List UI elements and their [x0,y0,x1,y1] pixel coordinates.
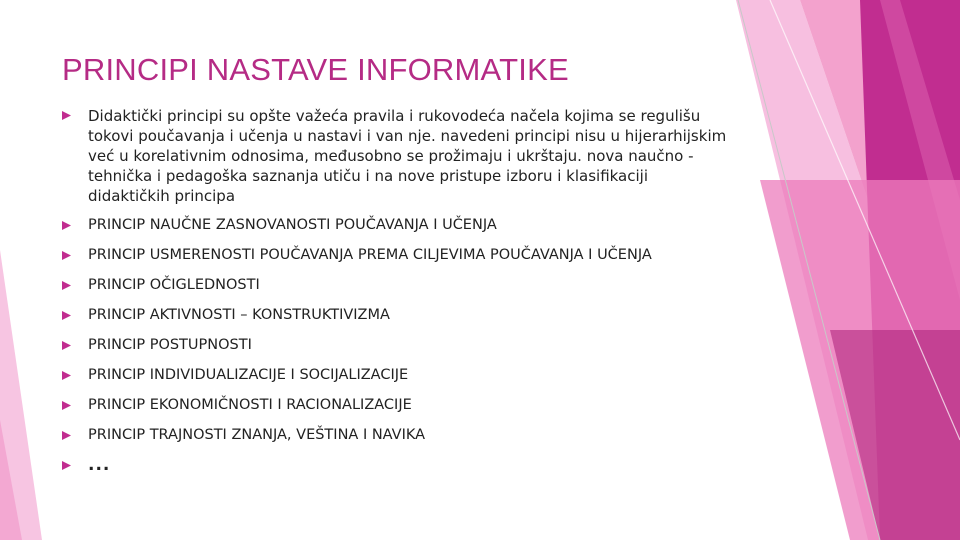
principle-text: PRINCIP NAUČNE ZASNOVANOSTI POUČAVANJA I UČENJA [88,217,497,233]
diamond-bullet-icon [62,431,71,440]
ellipsis-text: ... [88,455,111,475]
list-item [62,456,727,475]
diamond-bullet-icon [62,111,71,120]
bullet-list [62,106,727,486]
list-item [62,426,727,445]
diamond-bullet-icon [62,251,71,260]
list-item [62,336,727,355]
list-item [62,366,727,385]
diamond-bullet-icon [62,311,71,320]
principle-text: PRINCIP USMERENOSTI POUČAVANJA PREMA CILJEVIMA POUČAVANJA I UČENJA [88,247,652,263]
slide-title: PRINCIPI NASTAVE INFORMATIKE [62,52,569,87]
principle-text: PRINCIP POSTUPNOSTI [88,337,252,353]
diamond-bullet-icon [62,371,71,380]
diamond-bullet-icon [62,401,71,410]
principle-text: PRINCIP INDIVIDUALIZACIJE I SOCIJALIZACIJE [88,367,409,383]
principle-text: PRINCIP EKONOMIČNOSTI I RACIONALIZACIJE [88,397,412,413]
diamond-bullet-icon [62,341,71,350]
principle-text: PRINCIP AKTIVNOSTI – KONSTRUKTIVIZMA [88,307,390,323]
principle-text: PRINCIP OČIGLEDNOSTI [88,277,260,293]
list-item [62,216,727,235]
list-item [62,276,727,295]
list-item [62,306,727,325]
list-item [62,106,727,206]
principle-text: PRINCIP TRAJNOSTI ZNANJA, VEŠTINA I NAVIKA [88,427,426,443]
diamond-bullet-icon [62,461,71,470]
diamond-bullet-icon [62,281,71,290]
list-item [62,396,727,415]
diamond-bullet-icon [62,221,71,230]
list-item [62,246,727,265]
intro-paragraph: Didaktički principi su opšte važeća pravila i rukovodeća načela kojima se regulišu tokovi poučavanja i učenja u nastavi i van nje. navedeni principi nisu u hijerarhijskim već u korelativnim odnosima, međusobno se prožimaju i ukrštaju. nova naučno - tehnička i pedagoška saznanja utiču i na nove pristupe izboru i klasifikaciji didaktičkih principa [88,107,727,205]
